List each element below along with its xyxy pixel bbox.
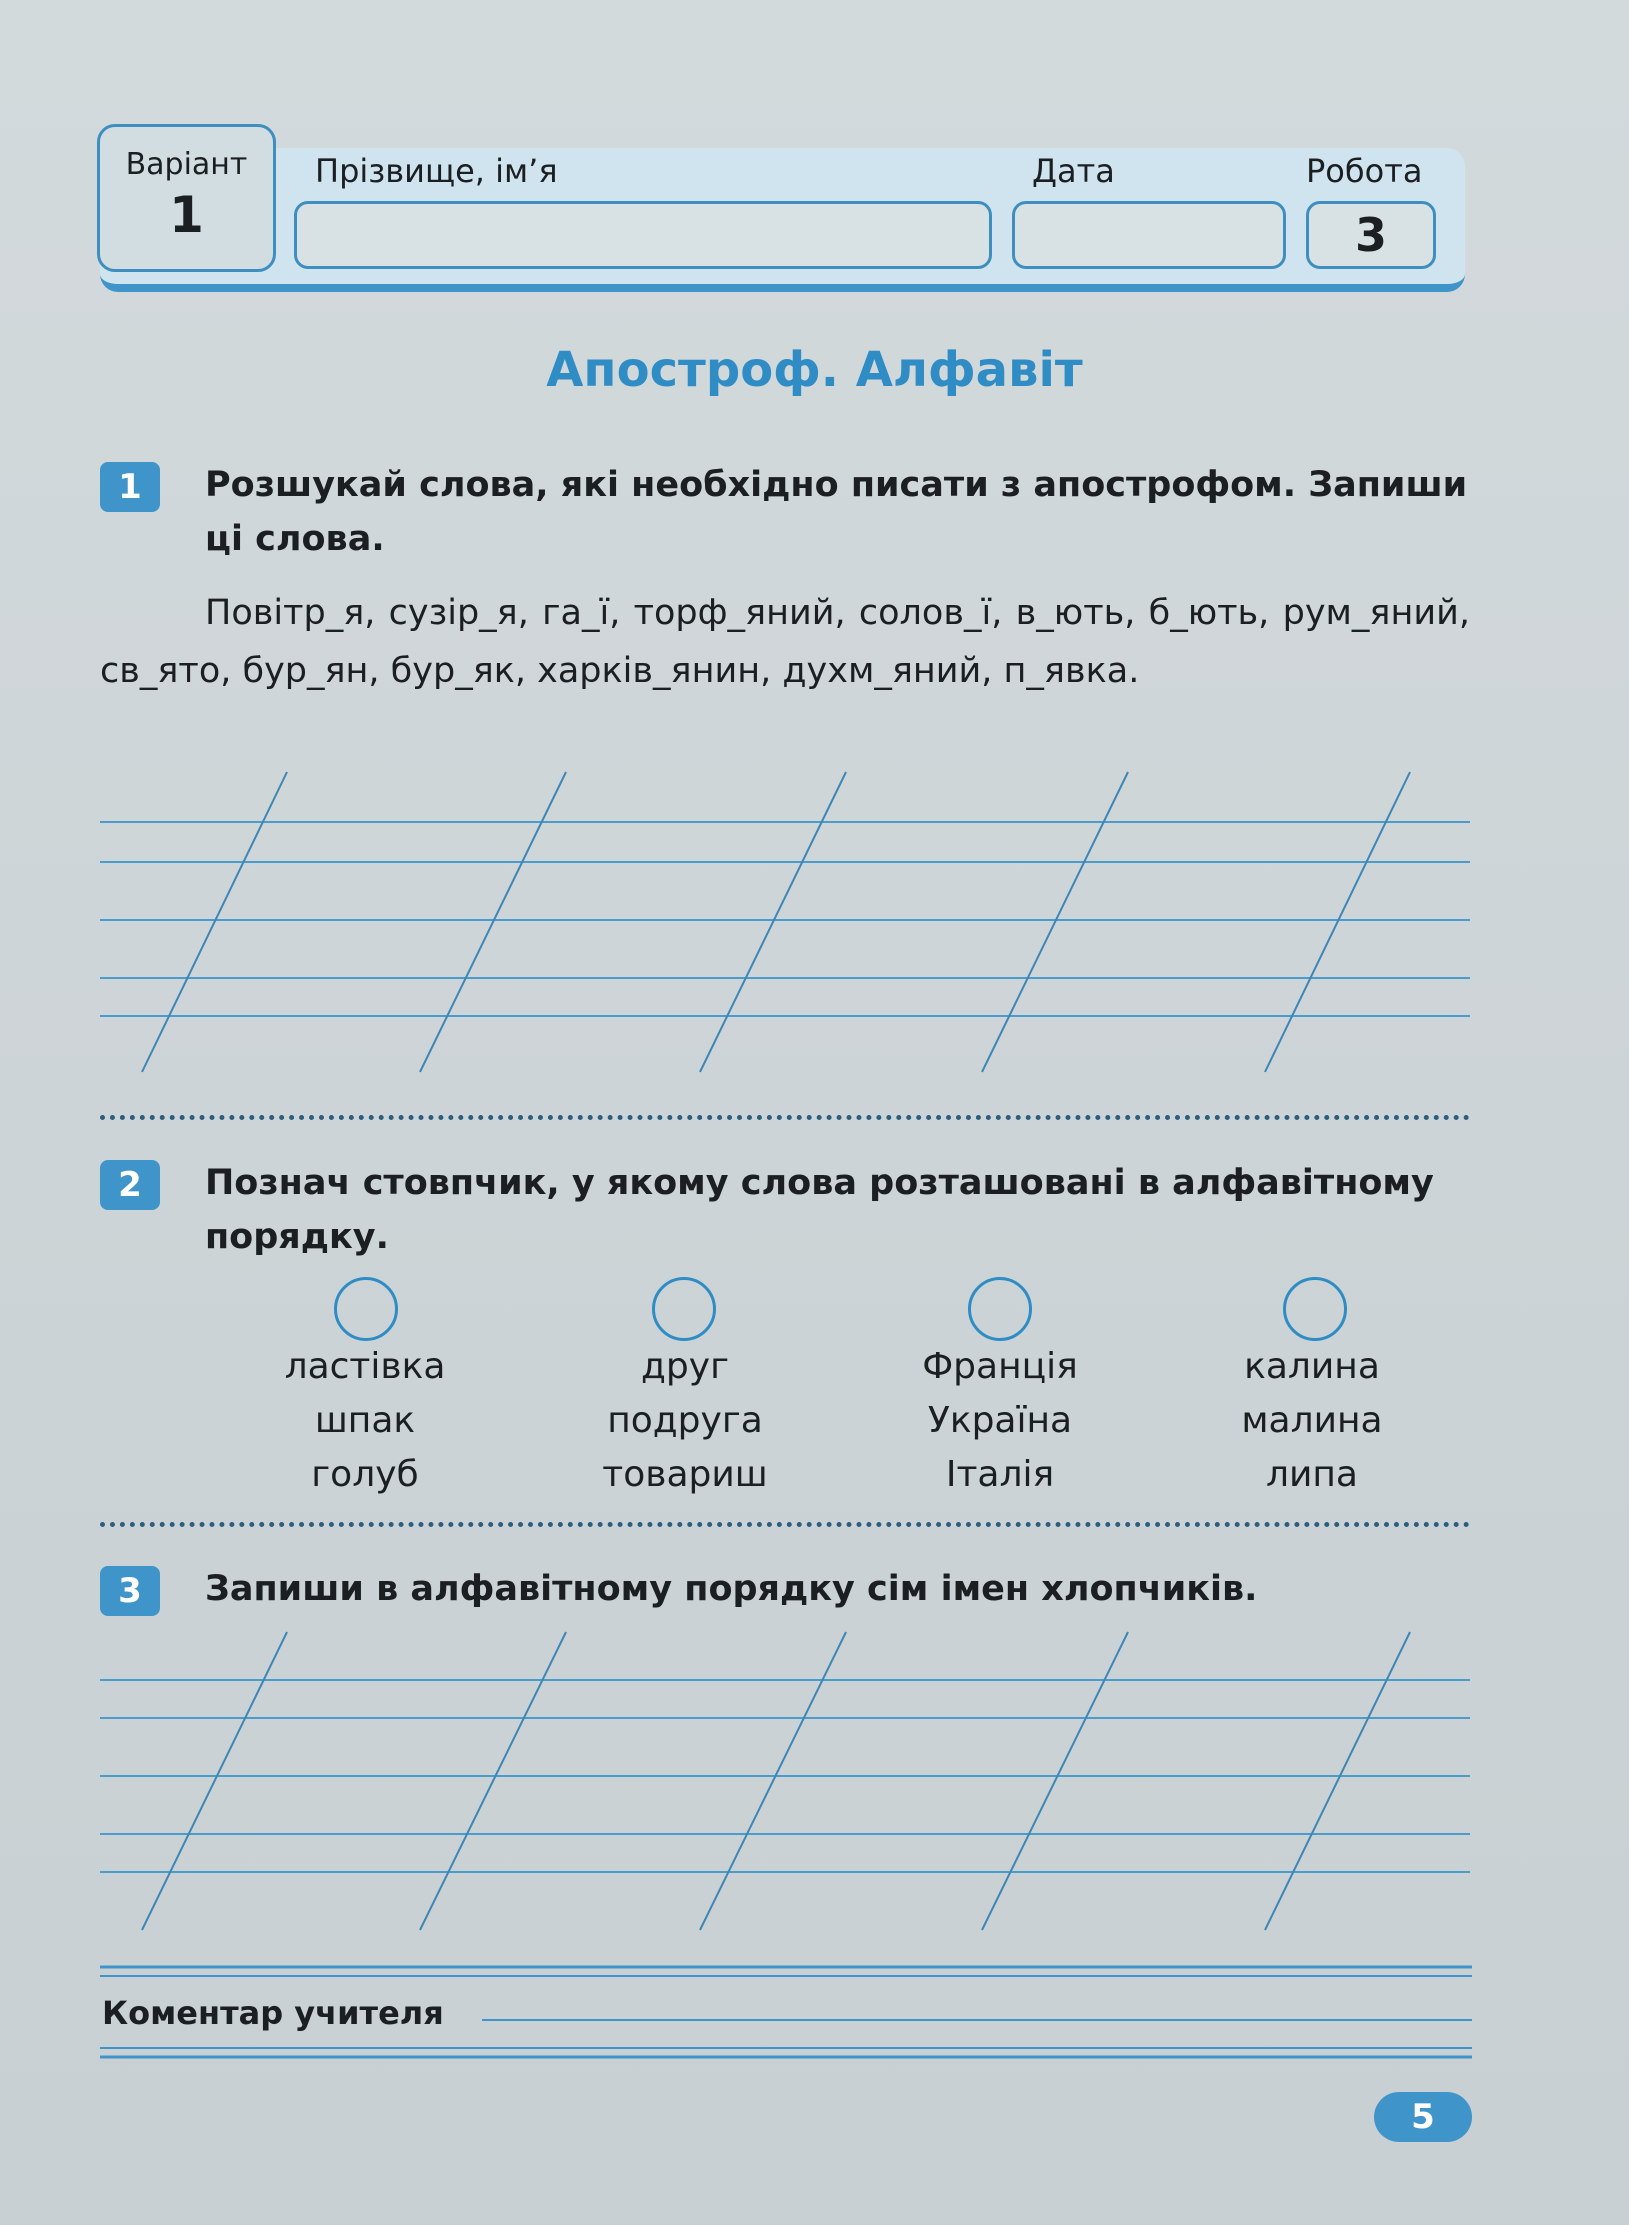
task-3-writing-lines[interactable] [100,1620,1470,1940]
variant-box [97,124,276,272]
task-1-words: Повітр_я, сузір_я, га_ї, торф_яний, солов_ї, в_ють, б_ють, рум_яний, св_ято, бур_ян, бур_як, харків_янин, духм_яний, п_явка. [100,593,1470,691]
task-1-writing-lines[interactable] [100,760,1470,1080]
name-field[interactable] [294,201,992,269]
column-word: шпак [314,1400,416,1441]
column-word: калина [1244,1346,1380,1387]
column-word: липа [1265,1454,1358,1495]
name-label: Прізвище, ім’я [315,152,558,190]
teacher-comment-label: Коментар учителя [102,1994,444,2032]
choice-circle-4[interactable] [1283,1277,1347,1341]
variant-number: 1 [169,186,204,244]
date-field[interactable] [1012,201,1286,269]
slant-line [420,1632,566,1930]
page-title: Апостроф. Алфавіт [546,342,1083,398]
word-column-4 [1202,1340,1422,1502]
column-word: Франція [922,1346,1078,1387]
task-3-text: Запиши в алфавітному порядку сім імен хлопчиків. [205,1569,1258,1609]
work-number: 3 [1306,201,1436,269]
page-number: 5 [1374,2092,1472,2142]
slant-line [142,772,287,1072]
choice-circle-1[interactable] [334,1277,398,1341]
variant-label: Варіант [125,147,248,182]
column-word: Італія [945,1454,1055,1495]
task-1-number: 1 [100,462,160,512]
word-column-2 [575,1340,795,1502]
section-divider [100,1115,1470,1120]
date-label: Дата [1032,152,1115,190]
slant-line [982,772,1128,1072]
column-word: ластівка [284,1346,446,1387]
task-2-number: 2 [100,1160,160,1210]
column-word: малина [1241,1400,1383,1441]
slant-line [420,772,566,1072]
column-word: Україна [927,1400,1073,1441]
slant-line [700,1632,846,1930]
slant-line [1265,772,1410,1072]
column-word: подруга [607,1400,763,1441]
section-divider [100,1522,1470,1527]
slant-line [700,772,846,1072]
word-column-1 [255,1340,475,1502]
slant-line [1265,1632,1410,1930]
column-word: друг [641,1346,729,1387]
work-label: Робота [1306,152,1423,190]
column-word: голуб [311,1454,419,1495]
task-3-number: 3 [100,1566,160,1616]
choice-circle-3[interactable] [968,1277,1032,1341]
choice-circle-2[interactable] [652,1277,716,1341]
word-column-3 [890,1340,1110,1502]
task-1-text: Розшукай слова, які необхідно писати з апострофом. Запиши ці слова. [205,465,1468,559]
task-2-text: Познач стовпчик, у якому слова розташовані в алфавітному порядку. [205,1163,1434,1257]
slant-line [142,1632,287,1930]
column-word: товариш [602,1454,768,1495]
slant-line [982,1632,1128,1930]
